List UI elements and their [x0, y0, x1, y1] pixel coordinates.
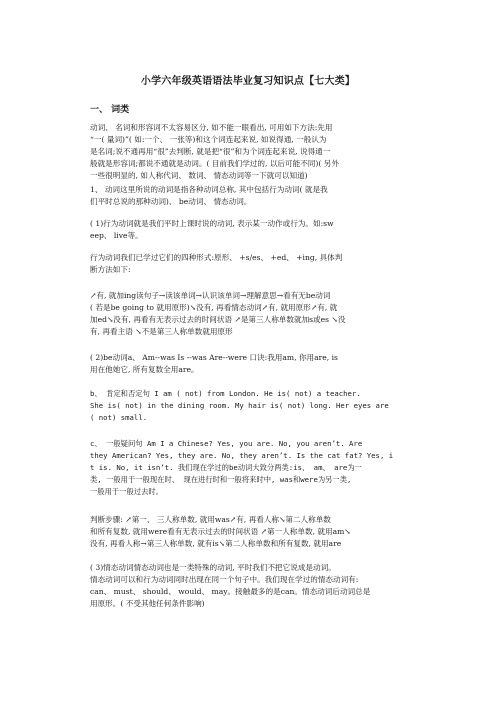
paragraph-intro: 动词、 名词和形容词不太容易区分, 如不能一眼看出, 可用如下方法:先用 “一( 量词)”( 如:一个、 一张等)和这个词连起来说, 如说得通, 一般认为 是名词;说不通再用“很”去判断, 就是把“很”和为个词连起来说, 说得通一 般就是形容词;都说不通就是动词。( 目前我们学过的, 以后可能不同)( 另外 一些很明显的, 如人称代词、 数词、 情态动词等一下就可以知道) [90, 123, 339, 181]
paragraph-be-questions: c、 一般疑问句 Am I a Chinese? Yes, you are. No, you aren’t. Are they American? Yes, they are. No, they aren’t. Is the cat fat? Yes, i t is. No, it isn’t. 我们现在学过的be动词大致分两类:is、 am、 are为一 类, 一般用于一般现在时、 现在进行时和一般将来时中, was和were为另一类, 一般用于一般过去时。 [90, 439, 394, 497]
paragraph-verb-form-rules: ↗有, 就加ing读句子→读该单词→认识该单词→理解意思→看有无be动词 ( 若是be going to 就用原形)↘没有, 再看情态动词↗有, 就用原形↗有, 就 加ed↘没有, 再看有无表示过去的时间状语 ↗是第三人称单数就加s或es ↘没 有, 再看主语 ↘不是第三人称单数就用原形 [90, 291, 346, 337]
paragraph-action-verbs: ( 1)行为动词就是我们平时上课时说的动词, 表示某一动作或行为。如:sw eep、 live等。 [90, 219, 334, 241]
paragraph-be-verbs: ( 2)be动词a、 Am--was Is --was Are--were 口诀:我用am, 你用are, is 用在他她它, 所有复数全用are。 [90, 353, 338, 375]
document-title: 小学六年级英语语法毕业复习知识点【七大类】 [140, 76, 356, 87]
paragraph-judgement-steps: 判断步骤: ↗第一、 三人称单数, 就用was↗有, 再看人称↘第二人称单数 和所有复数, 就用were看有无表示过去的时间状语 ↗第一人称单数, 就用am↘ 没有, 再看人称→第三人称单数, 就有is↘第二人称单数和所有复数, 就用are [90, 515, 351, 549]
paragraph-verb-forms: 行为动词我们已学过它们的四种形式:原形、 +s/es、 +ed、 +ing, 具体判 断方法如下: [90, 253, 343, 275]
paragraph-be-sentences: b、 肯定和否定句 I am ( not) from London. He is( not) a teacher. She is( not) in the dining room. My hair is( not) long. Her eyes are ( not) small. [90, 389, 389, 423]
paragraph-verbs-overview: 1、 动词这里所说的动词是指各种动词总称, 其中包括行为动词( 就是我 们平时总说的那种动词)、 be动词、 情态动词。 [90, 185, 328, 207]
section-heading: 一、 词类 [90, 105, 130, 115]
paragraph-modal-verbs: ( 3)情态动词情态动词也是一类特殊的动词, 平时我们不把它说成是动词。 情态动词可以和行为动词同时出现在同一个句子中。我们现在学过的情态动词有: can、 must、 should、 would、 may。接触最多的是can。情态动词后动词总是 用原形。( 不受其他任何条件影响) [90, 563, 371, 609]
